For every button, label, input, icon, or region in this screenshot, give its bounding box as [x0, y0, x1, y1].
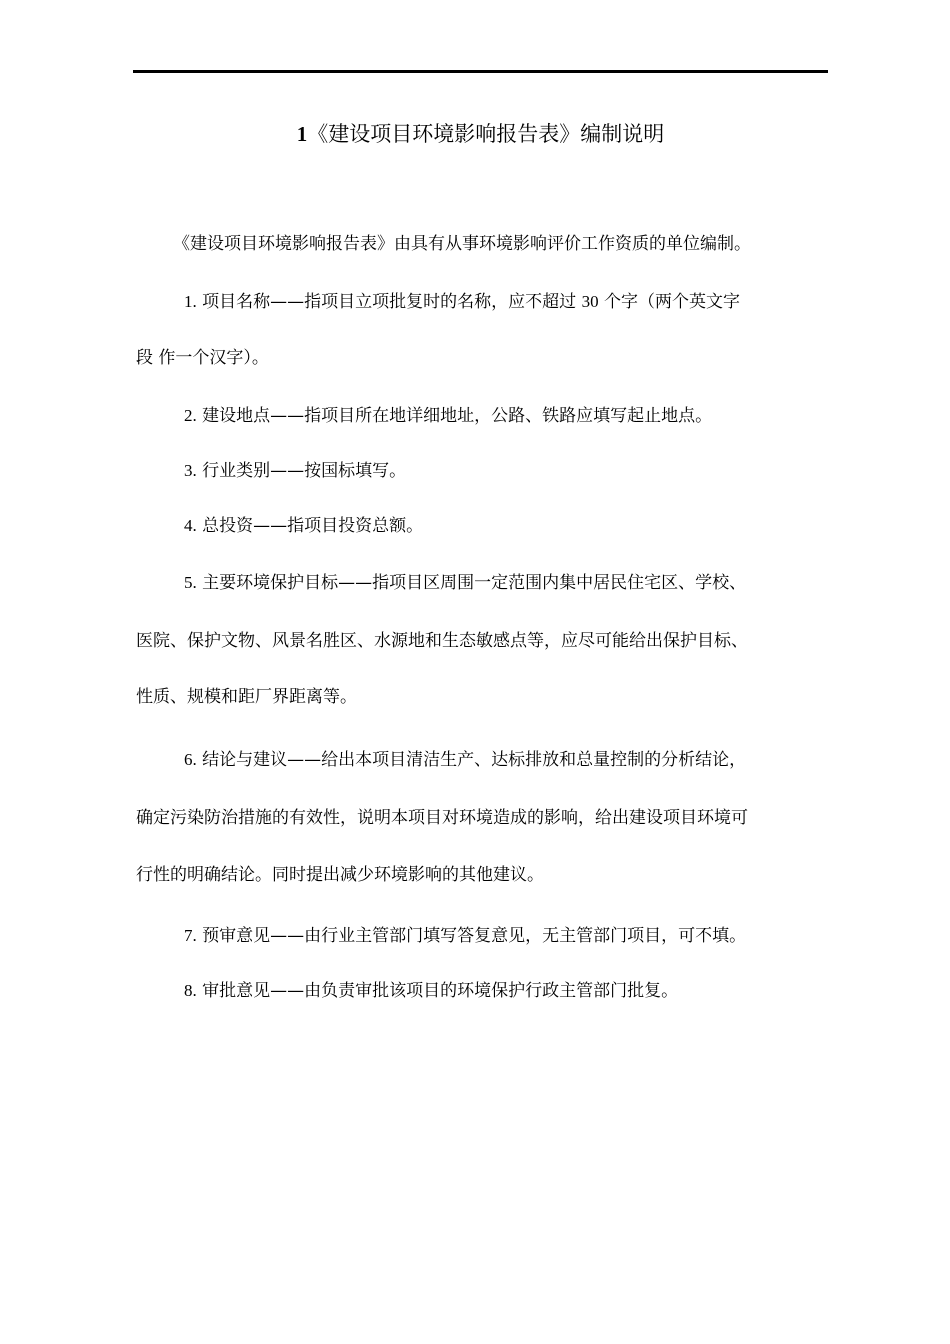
item-6-line-2: 确定污染防治措施的有效性，说明本项目对环境造成的影响，给出建设项目环境可: [136, 808, 748, 828]
item-text: 审批意见——由负责审批该项目的环境保护行政主管部门批复。: [202, 981, 679, 1001]
item-number: 3.: [184, 461, 197, 480]
header-rule: [133, 70, 828, 73]
list-item-1: [136, 288, 836, 316]
list-item-5-continuation-1: [136, 627, 836, 655]
item-number: 5.: [184, 573, 197, 592]
list-item-5-continuation-2: [136, 683, 836, 711]
item-text: 主要环境保护目标——指项目区周围一定范围内集中居民住宅区、学校、: [202, 573, 747, 593]
list-item-5: [136, 569, 836, 597]
document-title: [133, 119, 828, 149]
list-item-1-continuation: [136, 344, 836, 372]
title-number: 1: [296, 122, 308, 146]
item-5-line-1: [136, 569, 836, 597]
item-text: 总投资——指项目投资总额。: [202, 516, 424, 536]
list-item-8: [136, 977, 836, 1005]
item-2-line-1: [136, 402, 836, 430]
item-text: 结论与建议——给出本项目清洁生产、达标排放和总量控制的分析结论，: [202, 750, 747, 770]
item-text: 个字（两个英文字: [603, 292, 740, 312]
item-1-line-1: [136, 288, 836, 316]
item-7-line-1: [136, 922, 836, 950]
list-item-7: [136, 922, 836, 950]
list-item-6-continuation-2: [136, 861, 836, 889]
item-number: 2.: [184, 406, 197, 425]
item-number: 4.: [184, 516, 197, 535]
item-6-line-1: [136, 746, 836, 774]
item-text-number: 30: [581, 292, 599, 311]
item-8-line-1: [136, 977, 836, 1005]
item-3-line-1: [136, 457, 836, 485]
item-text: 建设地点——指项目所在地详细地址，公路、铁路应填写起止地点。: [202, 406, 713, 426]
item-text: 预审意见——由行业主管部门填写答复意见，无主管部门项目，可不填。: [202, 926, 747, 946]
item-5-line-2: 医院、保护文物、风景名胜区、水源地和生态敏感点等，应尽可能给出保护目标、: [136, 631, 748, 651]
title-text: 《建设项目环境影响报告表》编制说明: [307, 122, 665, 146]
item-number: 8.: [184, 981, 197, 1000]
item-number: 6.: [184, 750, 197, 769]
list-item-4: [136, 512, 836, 540]
item-4-line-1: [136, 512, 836, 540]
list-item-3: [136, 457, 836, 485]
item-number: 7.: [184, 926, 197, 945]
item-5-line-3: 性质、规模和距厂界距离等。: [136, 687, 357, 707]
list-item-2: [136, 402, 836, 430]
item-text: 项目名称——指项目立项批复时的名称，应不超过: [202, 292, 577, 312]
item-text: 行业类别——按国标填写。: [202, 461, 407, 481]
intro-paragraph: 《建设项目环境影响报告表》由具有从事环境影响评价工作资质的单位编制。: [173, 234, 751, 254]
list-item-6: [136, 746, 836, 774]
item-1-line-2: 段 作一个汉字）。: [136, 348, 269, 368]
item-6-line-3: 行性的明确结论。同时提出减少环境影响的其他建议。: [136, 865, 544, 885]
item-number: 1.: [184, 292, 197, 311]
list-item-6-continuation-1: [136, 804, 836, 832]
